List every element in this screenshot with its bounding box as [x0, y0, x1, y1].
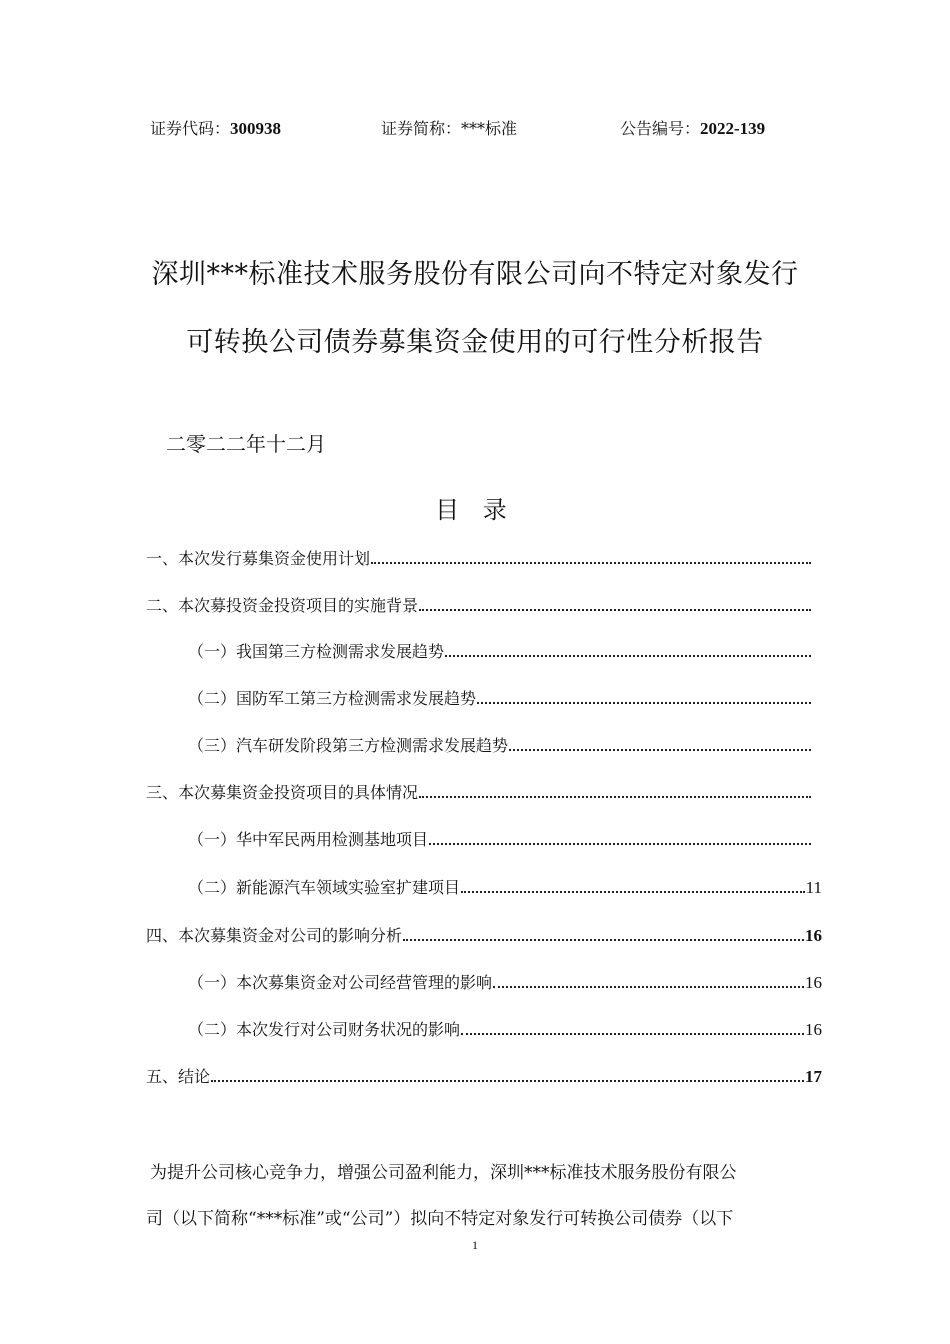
report-date: 二零二二年十二月 — [166, 432, 326, 456]
toc-entry-label: 五、结论 — [146, 1067, 211, 1086]
toc-leader-dots — [429, 843, 811, 845]
toc-entry-label: （一）华中军民两用检测基地项目 — [188, 830, 429, 849]
toc-leader-dots — [509, 749, 811, 751]
toc-entry[interactable] — [146, 922, 822, 946]
body-paragraph-line-2: 司（以下简称“***标准”或“公司”）拟向不特定对象发行可转换公司债券（以下 — [146, 1209, 734, 1229]
security-code: 证券代码：300938 — [150, 119, 282, 138]
toc-entry[interactable] — [188, 638, 822, 662]
toc-leader-dots — [461, 891, 805, 893]
toc-entry[interactable] — [188, 969, 822, 993]
toc-entry[interactable] — [146, 545, 822, 569]
toc-entry[interactable] — [146, 1063, 822, 1087]
toc-entry[interactable] — [188, 685, 822, 709]
toc-leader-dots — [371, 562, 811, 564]
notice-number: 公告编号：2022-139 — [620, 119, 766, 138]
toc-leader-dots — [493, 986, 804, 988]
body-paragraph-line-1: 为提升公司核心竞争力，增强公司盈利能力，深圳***标准技术服务股份有限公 — [150, 1163, 737, 1183]
toc-leader-dots — [211, 1080, 804, 1082]
toc-entry-label: 三、本次募集资金投资项目的具体情况 — [146, 783, 419, 802]
toc-entry-label: （二）新能源汽车领域实验室扩建项目 — [188, 878, 461, 897]
toc-entry[interactable] — [188, 826, 822, 850]
toc-leader-dots — [461, 1033, 804, 1035]
toc-entry-page: 11 — [805, 878, 822, 897]
toc-entry-page: 17 — [805, 1067, 822, 1086]
report-title-line-2: 可转换公司债券募集资金使用的可行性分析报告 — [186, 327, 764, 358]
toc-entry-label: 二、本次募投资金投资项目的实施背景 — [146, 596, 419, 615]
toc-entry-label: 一、本次发行募集资金使用计划 — [146, 549, 371, 568]
toc-leader-dots — [419, 796, 811, 798]
announcement-header — [150, 117, 830, 141]
toc-entry[interactable] — [188, 1016, 822, 1040]
toc-leader-dots — [419, 609, 811, 611]
toc-entry-label: （二）本次发行对公司财务状况的影响 — [188, 1020, 461, 1039]
toc-entry-label: （一）我国第三方检测需求发展趋势 — [188, 642, 445, 661]
toc-entry-label: 四、本次募集资金对公司的影响分析 — [146, 926, 403, 945]
toc-entry-page: 16 — [805, 1020, 822, 1039]
toc-heading: 目 录 — [435, 496, 515, 524]
toc-entry-page: 16 — [805, 973, 822, 992]
toc-entry[interactable] — [146, 779, 822, 803]
toc-entry-label: （一）本次募集资金对公司经营管理的影响 — [188, 973, 493, 992]
toc-entry[interactable] — [188, 732, 822, 756]
toc-leader-dots — [445, 655, 811, 657]
toc-leader-dots — [403, 939, 804, 941]
report-title-line-1: 深圳***标准技术服务股份有限公司向不特定对象发行 — [151, 259, 799, 290]
toc-leader-dots — [477, 702, 811, 704]
security-short-name: 证券简称：***标准 — [381, 119, 518, 138]
page-number: 1 — [472, 1238, 478, 1252]
toc-entry-label: （二）国防军工第三方检测需求发展趋势 — [188, 689, 477, 708]
toc-entry[interactable] — [146, 592, 822, 616]
toc-entry-page: 16 — [805, 926, 822, 945]
toc-entry-label: （三）汽车研发阶段第三方检测需求发展趋势 — [188, 736, 509, 755]
toc-entry[interactable] — [188, 874, 822, 898]
